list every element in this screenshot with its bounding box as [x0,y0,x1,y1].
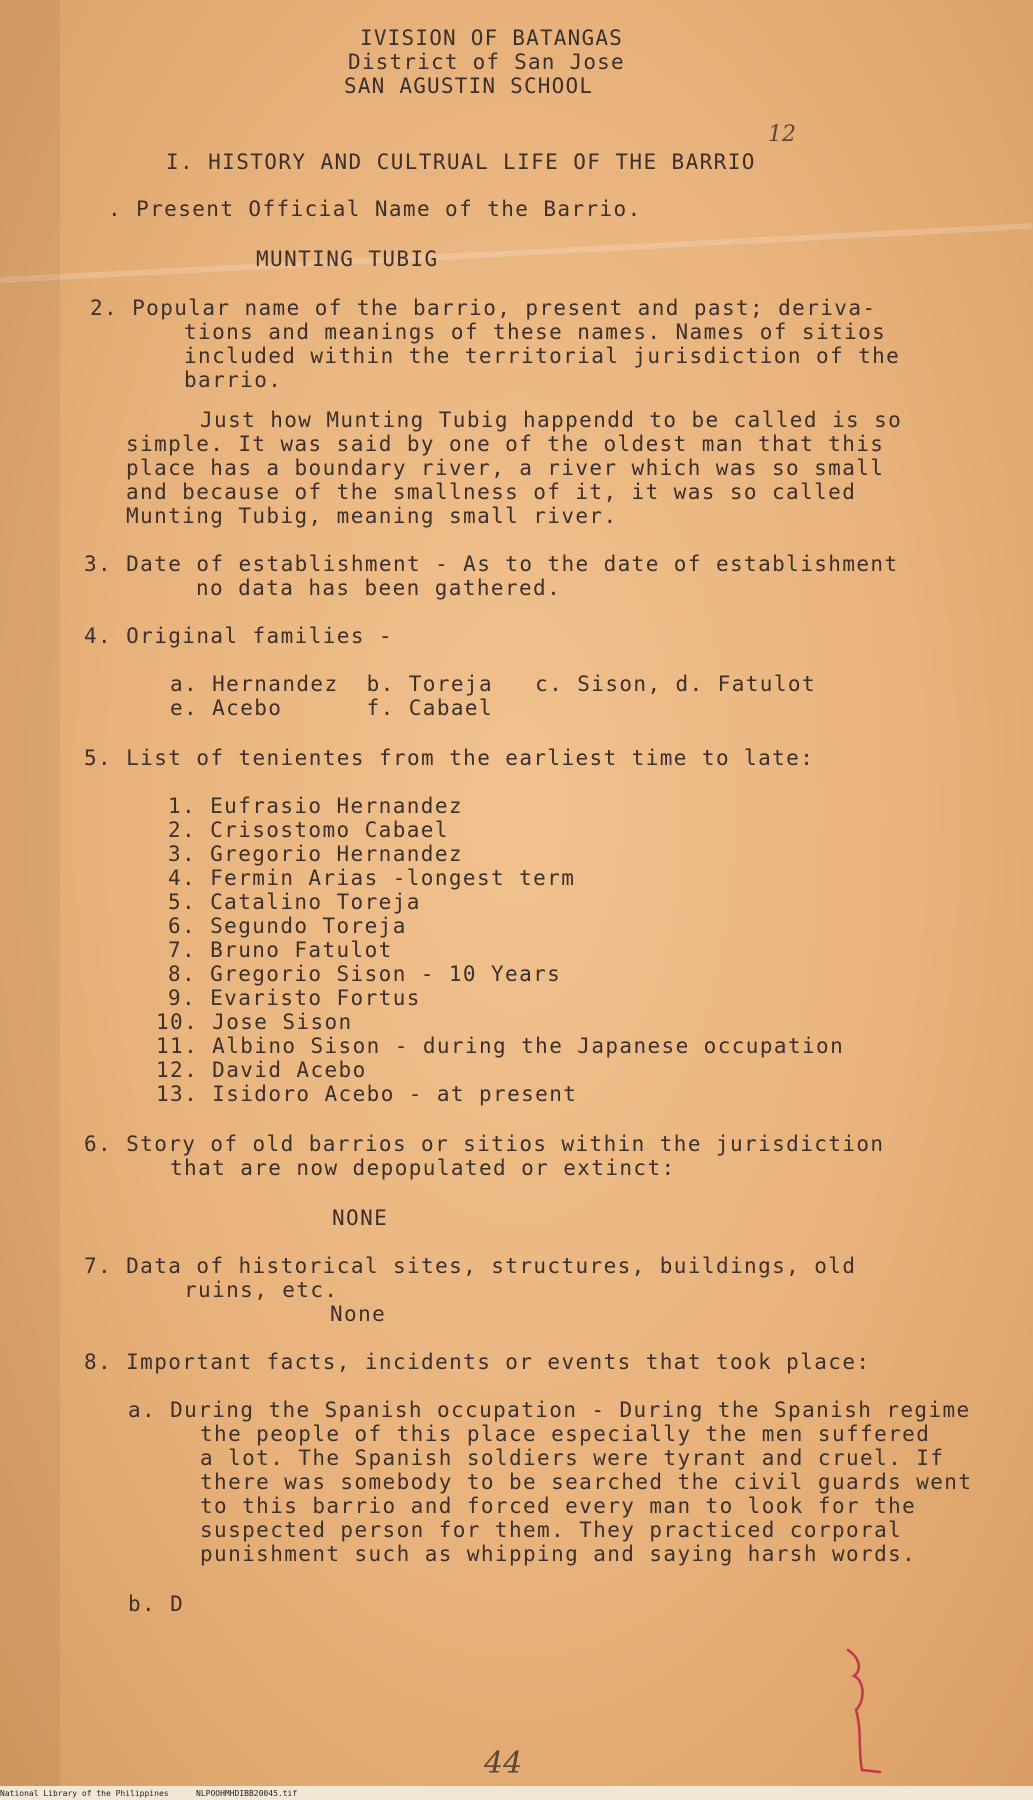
item6-line: that are now depopulated or extinct: [170,1156,676,1180]
item3-line: no data has been gathered. [196,576,562,600]
teniente-list-item: 7. Bruno Fatulot [168,938,393,962]
paper-crease [1,223,1033,283]
header-division: IVISION OF BATANGAS [360,26,624,50]
item4-row: e. Acebo f. Cabael [170,696,493,720]
footer-library: National Library of the Philippines [0,1789,169,1798]
item8-a-line: suspected person for them. They practiced corporal [200,1518,903,1542]
header-school: SAN AGUSTIN SCHOOL [344,74,594,98]
item8-a-line: there was somebody to be searched the civil guards went [200,1470,973,1494]
item1-label: . Present Official Name of the Barrio. [108,197,642,221]
item2-line: tions and meanings of these names. Names of sitios [184,320,887,344]
teniente-list-item: 8. Gregorio Sison - 10 Years [168,962,562,986]
item7-line: 7. Data of historical sites, structures, buildings, old [84,1254,857,1278]
item2-paragraph-line: and because of the smallness of it, it was so called [126,480,857,504]
teniente-list-item: 4. Fermin Arias -longest term [168,866,576,890]
teniente-list-item: 2. Crisostomo Cabael [168,818,449,842]
teniente-list-item: 9. Evaristo Fortus [168,986,421,1010]
teniente-list-item: 11. Albino Sison - during the Japanese occupation [156,1034,845,1058]
item8-b-line: b. D [128,1592,185,1616]
item4-row: a. Hernandez b. Toreja c. Sison, d. Fatulot [170,672,816,696]
teniente-list-item: 5. Catalino Toreja [168,890,421,914]
item2-paragraph-line: Just how Munting Tubig happendd to be called is so [200,408,903,432]
item8-a-line: a lot. The Spanish soldiers were tyrant and cruel. If [200,1446,945,1470]
item8-label: 8. Important facts, incidents or events that took place: [84,1350,871,1374]
item4-label: 4. Original families - [84,624,393,648]
teniente-list-item: 13. Isidoro Acebo - at present [156,1082,578,1106]
header-district: District of San Jose [348,50,625,74]
item1-value: MUNTING TUBIG [256,247,439,271]
item2-paragraph-line: Munting Tubig, meaning small river. [126,504,618,528]
footer-filename: NLPOOHMHDIBB20045.tif [196,1789,298,1798]
item7-value: None [330,1302,387,1326]
item2-line: included within the territorial jurisdiction of the [184,344,901,368]
item6-value: NONE [332,1206,389,1230]
page-number: 44 [484,1746,523,1781]
item8-a-line: the people of this place especially the men suffered [200,1422,931,1446]
item5-label: 5. List of tenientes from the earliest time to late: [84,746,815,770]
item2-paragraph-line: place has a boundary river, a river which was so small [126,456,885,480]
item8-a-line: to this barrio and forced every man to look for the [200,1494,917,1518]
handwritten-page-mark: 12 [768,122,796,147]
item8-a-line: punishment such as whipping and saying harsh words. [200,1542,917,1566]
section-title: I. HISTORY AND CULTRUAL LIFE OF THE BARRIO [166,150,756,174]
teniente-list-item: 12. David Acebo [156,1058,367,1082]
red-handwritten-mark [840,1640,890,1790]
teniente-list-item: 6. Segundo Toreja [168,914,407,938]
item2-line: 2. Popular name of the barrio, present and past; deriva- [90,296,877,320]
item6-line: 6. Story of old barrios or sitios within the jurisdiction [84,1132,885,1156]
paper-edge-shadow [0,0,60,1800]
item8-a-line: a. During the Spanish occupation - During the Spanish regime [128,1398,971,1422]
item7-line: ruins, etc. [184,1278,339,1302]
teniente-list-item: 1. Eufrasio Hernandez [168,794,463,818]
teniente-list-item: 3. Gregorio Hernandez [168,842,463,866]
item3-line: 3. Date of establishment - As to the date of establishment [84,552,899,576]
teniente-list-item: 10. Jose Sison [156,1010,353,1034]
item2-paragraph-line: simple. It was said by one of the oldest man that this [126,432,885,456]
item2-line: barrio. [184,368,283,392]
